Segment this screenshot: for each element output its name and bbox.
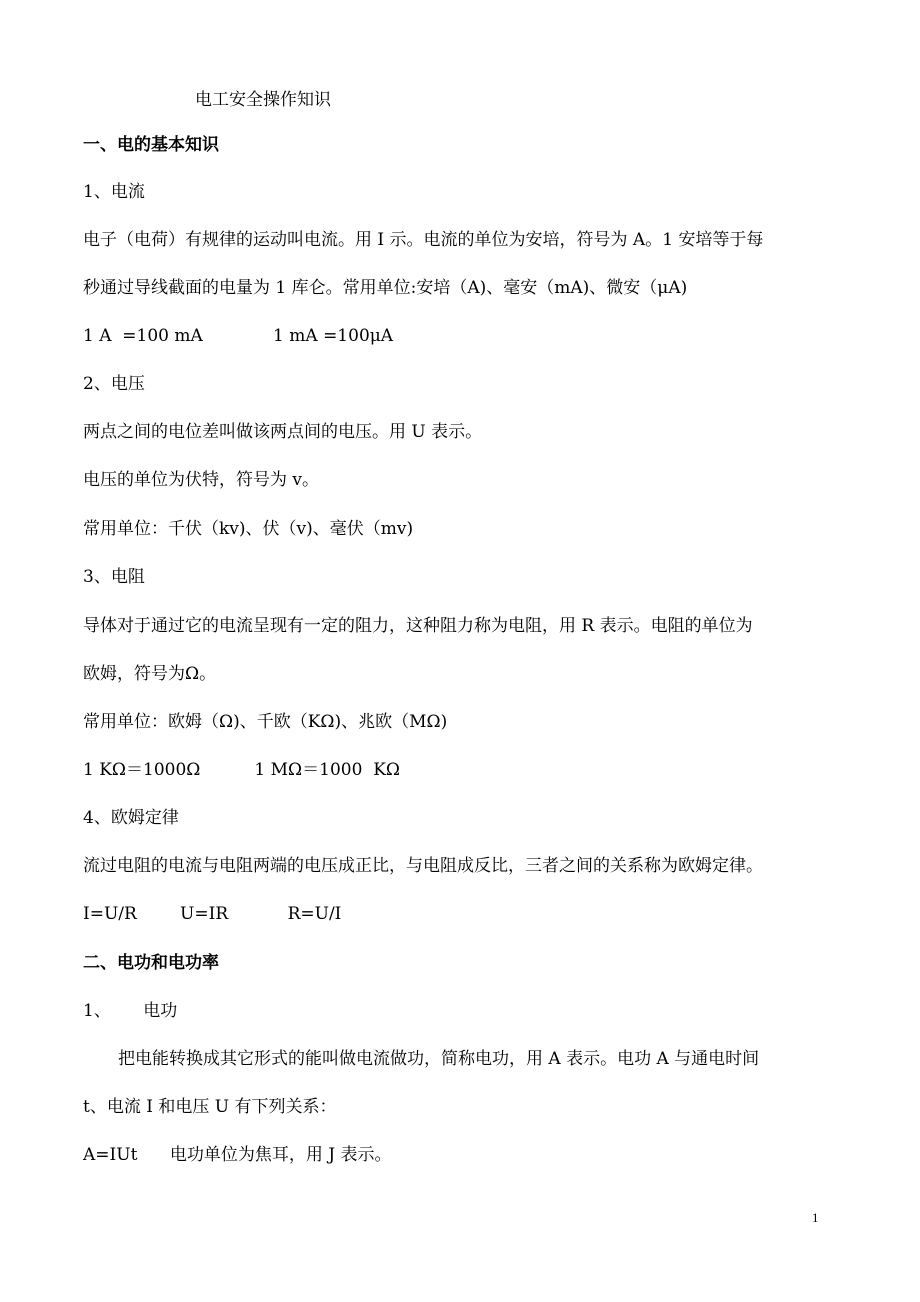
- paragraph: 欧姆，符号为Ω。: [83, 664, 217, 684]
- formula-line: A=IUt 电功单位为焦耳，用 J 表示。: [83, 1145, 392, 1165]
- paragraph: 电压的单位为伏特，符号为 v。: [83, 470, 320, 490]
- paragraph: 把电能转换成其它形式的能叫做电流做功，简称电功，用 A 表示。电功 A 与通电时间: [118, 1049, 760, 1069]
- subheading-resistance: 3、电阻: [83, 567, 145, 587]
- formula-line: 1 A =100 mA 1 mA =100μA: [83, 326, 394, 346]
- paragraph: 电子（电荷）有规律的运动叫电流。用 I 示。电流的单位为安培，符号为 A。1 安培等于每: [83, 230, 764, 250]
- paragraph: 秒通过导线截面的电量为 1 库仑。常用单位:安培（A)、毫安（mA)、微安（μA): [83, 278, 688, 298]
- subheading-electric-work: 1、 电功: [83, 1001, 178, 1021]
- document-title: 电工安全操作知识: [195, 90, 331, 110]
- paragraph: t、电流 I 和电压 U 有下列关系：: [83, 1097, 337, 1117]
- formula-line: I=U/R U=IR R=U/I: [83, 904, 342, 924]
- paragraph: 常用单位：千伏（kv)、伏（v)、毫伏（mv): [83, 519, 414, 539]
- formula-line: 1 KΩ＝1000Ω 1 MΩ＝1000 KΩ: [83, 760, 400, 780]
- section-heading-1: 一、电的基本知识: [83, 135, 219, 155]
- subheading-voltage: 2、电压: [83, 374, 145, 394]
- subheading-current: 1、电流: [83, 182, 145, 202]
- paragraph: 常用单位：欧姆（Ω)、千欧（KΩ)、兆欧（MΩ): [83, 712, 448, 732]
- paragraph: 两点之间的电位差叫做该两点间的电压。用 U 表示。: [83, 422, 483, 442]
- page-number: 1: [812, 1210, 819, 1225]
- paragraph: 流过电阻的电流与电阻两端的电压成正比，与电阻成反比，三者之间的关系称为欧姆定律。: [83, 856, 763, 876]
- paragraph: 导体对于通过它的电流呈现有一定的阻力，这种阻力称为电阻，用 R 表示。电阻的单位为: [83, 616, 753, 636]
- subheading-ohms-law: 4、欧姆定律: [83, 808, 179, 828]
- section-heading-2: 二、电功和电功率: [83, 953, 219, 973]
